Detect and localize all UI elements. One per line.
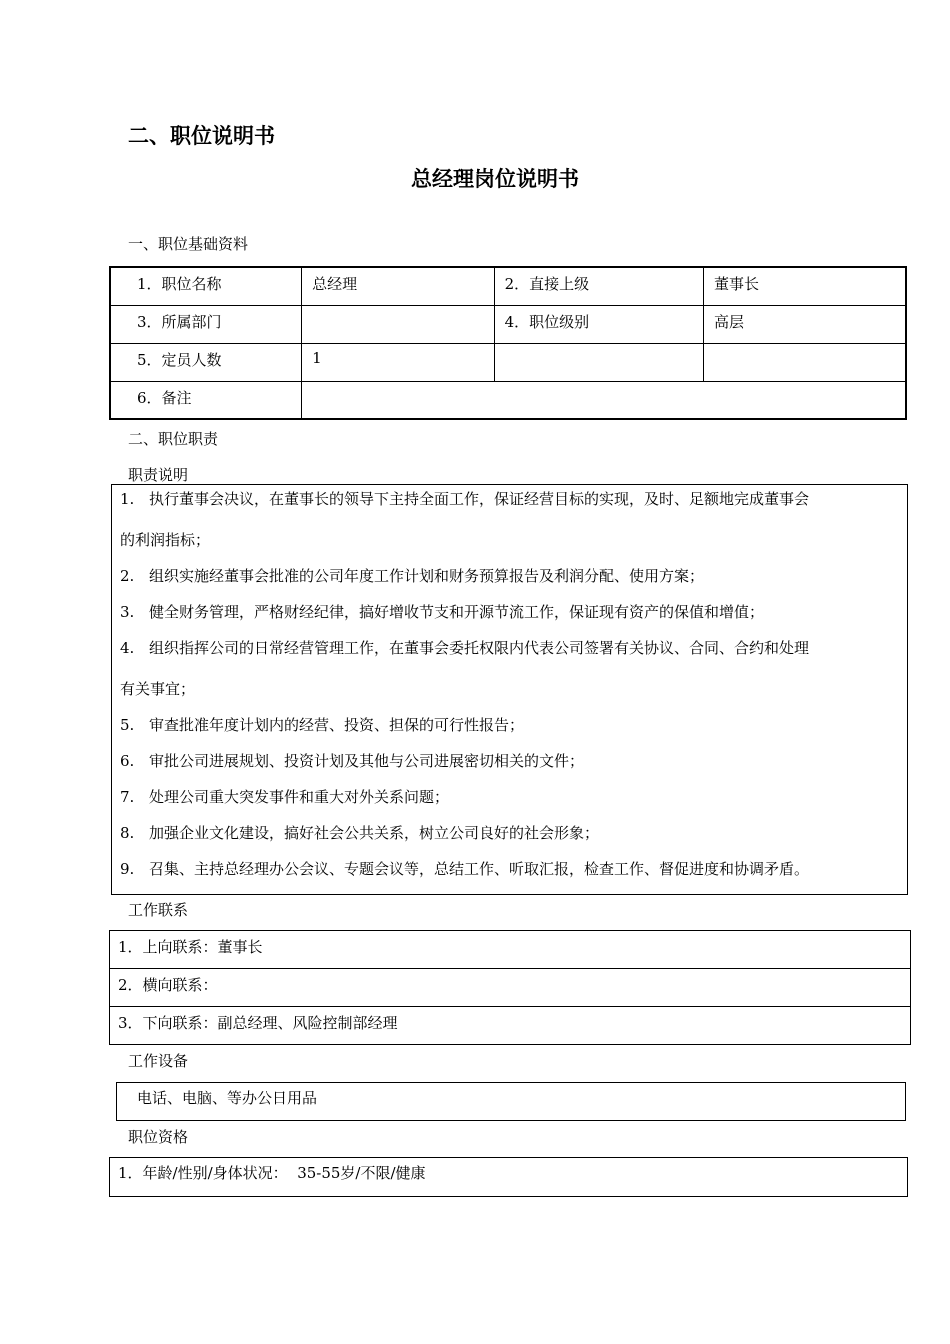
table-cell: 1: [302, 343, 494, 381]
equipment-text: 电话、电脑、等办公日用品: [137, 1089, 318, 1107]
equipment-label: 工作设备: [128, 1052, 189, 1070]
basic-info-label: 一、职位基础资料: [128, 235, 249, 253]
table-cell: [302, 305, 494, 343]
table-cell: 3．所属部门: [110, 305, 302, 343]
list-text: 的利润指标；: [120, 531, 211, 549]
basic-info-table: [109, 266, 907, 420]
section-heading: 二、职位说明书: [128, 124, 275, 148]
relations-table: [109, 930, 911, 1045]
table-cell: 2．直接上级: [494, 267, 703, 305]
table-cell: 董事长: [704, 267, 906, 305]
list-number: 1.: [120, 490, 135, 508]
list-item: [120, 751, 899, 771]
table-cell: 4．职位级别: [494, 305, 703, 343]
list-number: 6.: [120, 752, 135, 770]
table-row: [110, 931, 911, 969]
list-item: [120, 638, 899, 658]
list-text: 加强企业文化建设，搞好社会公共关系，树立公司良好的社会形象；: [149, 824, 600, 842]
table-cell: 3．下向联系：副总经理、风险控制部经理: [110, 1007, 911, 1045]
list-text: 召集、主持总经理办公会议、专题会议等，总结工作、听取汇报，检查工作、督促进度和协调矛盾。: [149, 860, 810, 878]
duties-section-label: 二、职位职责: [128, 430, 219, 448]
table-row: [110, 267, 906, 305]
list-text: 处理公司重大突发事件和重大对外关系问题；: [149, 788, 450, 806]
table-cell: [704, 343, 906, 381]
list-text: 健全财务管理，严格财经纪律，搞好增收节支和开源节流工作，保证现有资产的保值和增值；: [149, 603, 765, 621]
list-number: 5.: [120, 716, 135, 734]
list-item: [120, 859, 899, 879]
table-cell: 5．定员人数: [110, 343, 302, 381]
table-cell: 总经理: [302, 267, 494, 305]
list-item: [120, 787, 899, 807]
qualification-text: 1．年龄/性别/身体状况： 35-55岁/不限/健康: [118, 1164, 426, 1182]
list-text: 组织指挥公司的日常经营管理工作，在董事会委托权限内代表公司签署有关协议、合同、合约和处理: [149, 639, 810, 657]
table-row: [110, 381, 906, 419]
relations-label: 工作联系: [128, 901, 189, 919]
table-row: [110, 1007, 911, 1045]
list-text: 有关事宜；: [120, 680, 196, 698]
duties-box: [111, 484, 908, 895]
table-cell: 1．职位名称: [110, 267, 302, 305]
list-item: [120, 602, 899, 622]
table-cell: 1．上向联系：董事长: [110, 931, 911, 969]
list-item: [120, 823, 899, 843]
list-number: 3.: [120, 603, 135, 621]
table-cell: [302, 381, 906, 419]
table-cell: 高层: [704, 305, 906, 343]
list-number: 9.: [120, 860, 135, 878]
list-text: 审查批准年度计划内的经营、投资、担保的可行性报告；: [149, 716, 525, 734]
list-number: 4.: [120, 639, 135, 657]
list-number: 2.: [120, 567, 135, 585]
qualification-box: [109, 1157, 908, 1197]
table-row: [110, 305, 906, 343]
table-row: [110, 969, 911, 1007]
list-number: 7.: [120, 788, 135, 806]
list-item: [120, 715, 899, 735]
list-item-continuation: [120, 530, 899, 550]
qualification-label: 职位资格: [128, 1128, 189, 1146]
list-text: 执行董事会决议，在董事长的领导下主持全面工作，保证经营目标的实现，及时、足额地完成董事会: [149, 490, 810, 508]
list-text: 组织实施经董事会批准的公司年度工作计划和财务预算报告及利润分配、使用方案；: [149, 567, 705, 585]
equipment-box: [116, 1082, 906, 1121]
duties-label: 职责说明: [128, 466, 189, 484]
list-item-continuation: [120, 679, 899, 699]
document-title: 总经理岗位说明书: [411, 167, 579, 191]
list-number: 8.: [120, 824, 135, 842]
list-item: [120, 489, 899, 509]
list-text: 审批公司进展规划、投资计划及其他与公司进展密切相关的文件；: [149, 752, 585, 770]
table-cell: [494, 343, 703, 381]
table-row: [110, 343, 906, 381]
table-cell: 2．横向联系：: [110, 969, 911, 1007]
table-cell: 6．备注: [110, 381, 302, 419]
list-item: [120, 566, 899, 586]
